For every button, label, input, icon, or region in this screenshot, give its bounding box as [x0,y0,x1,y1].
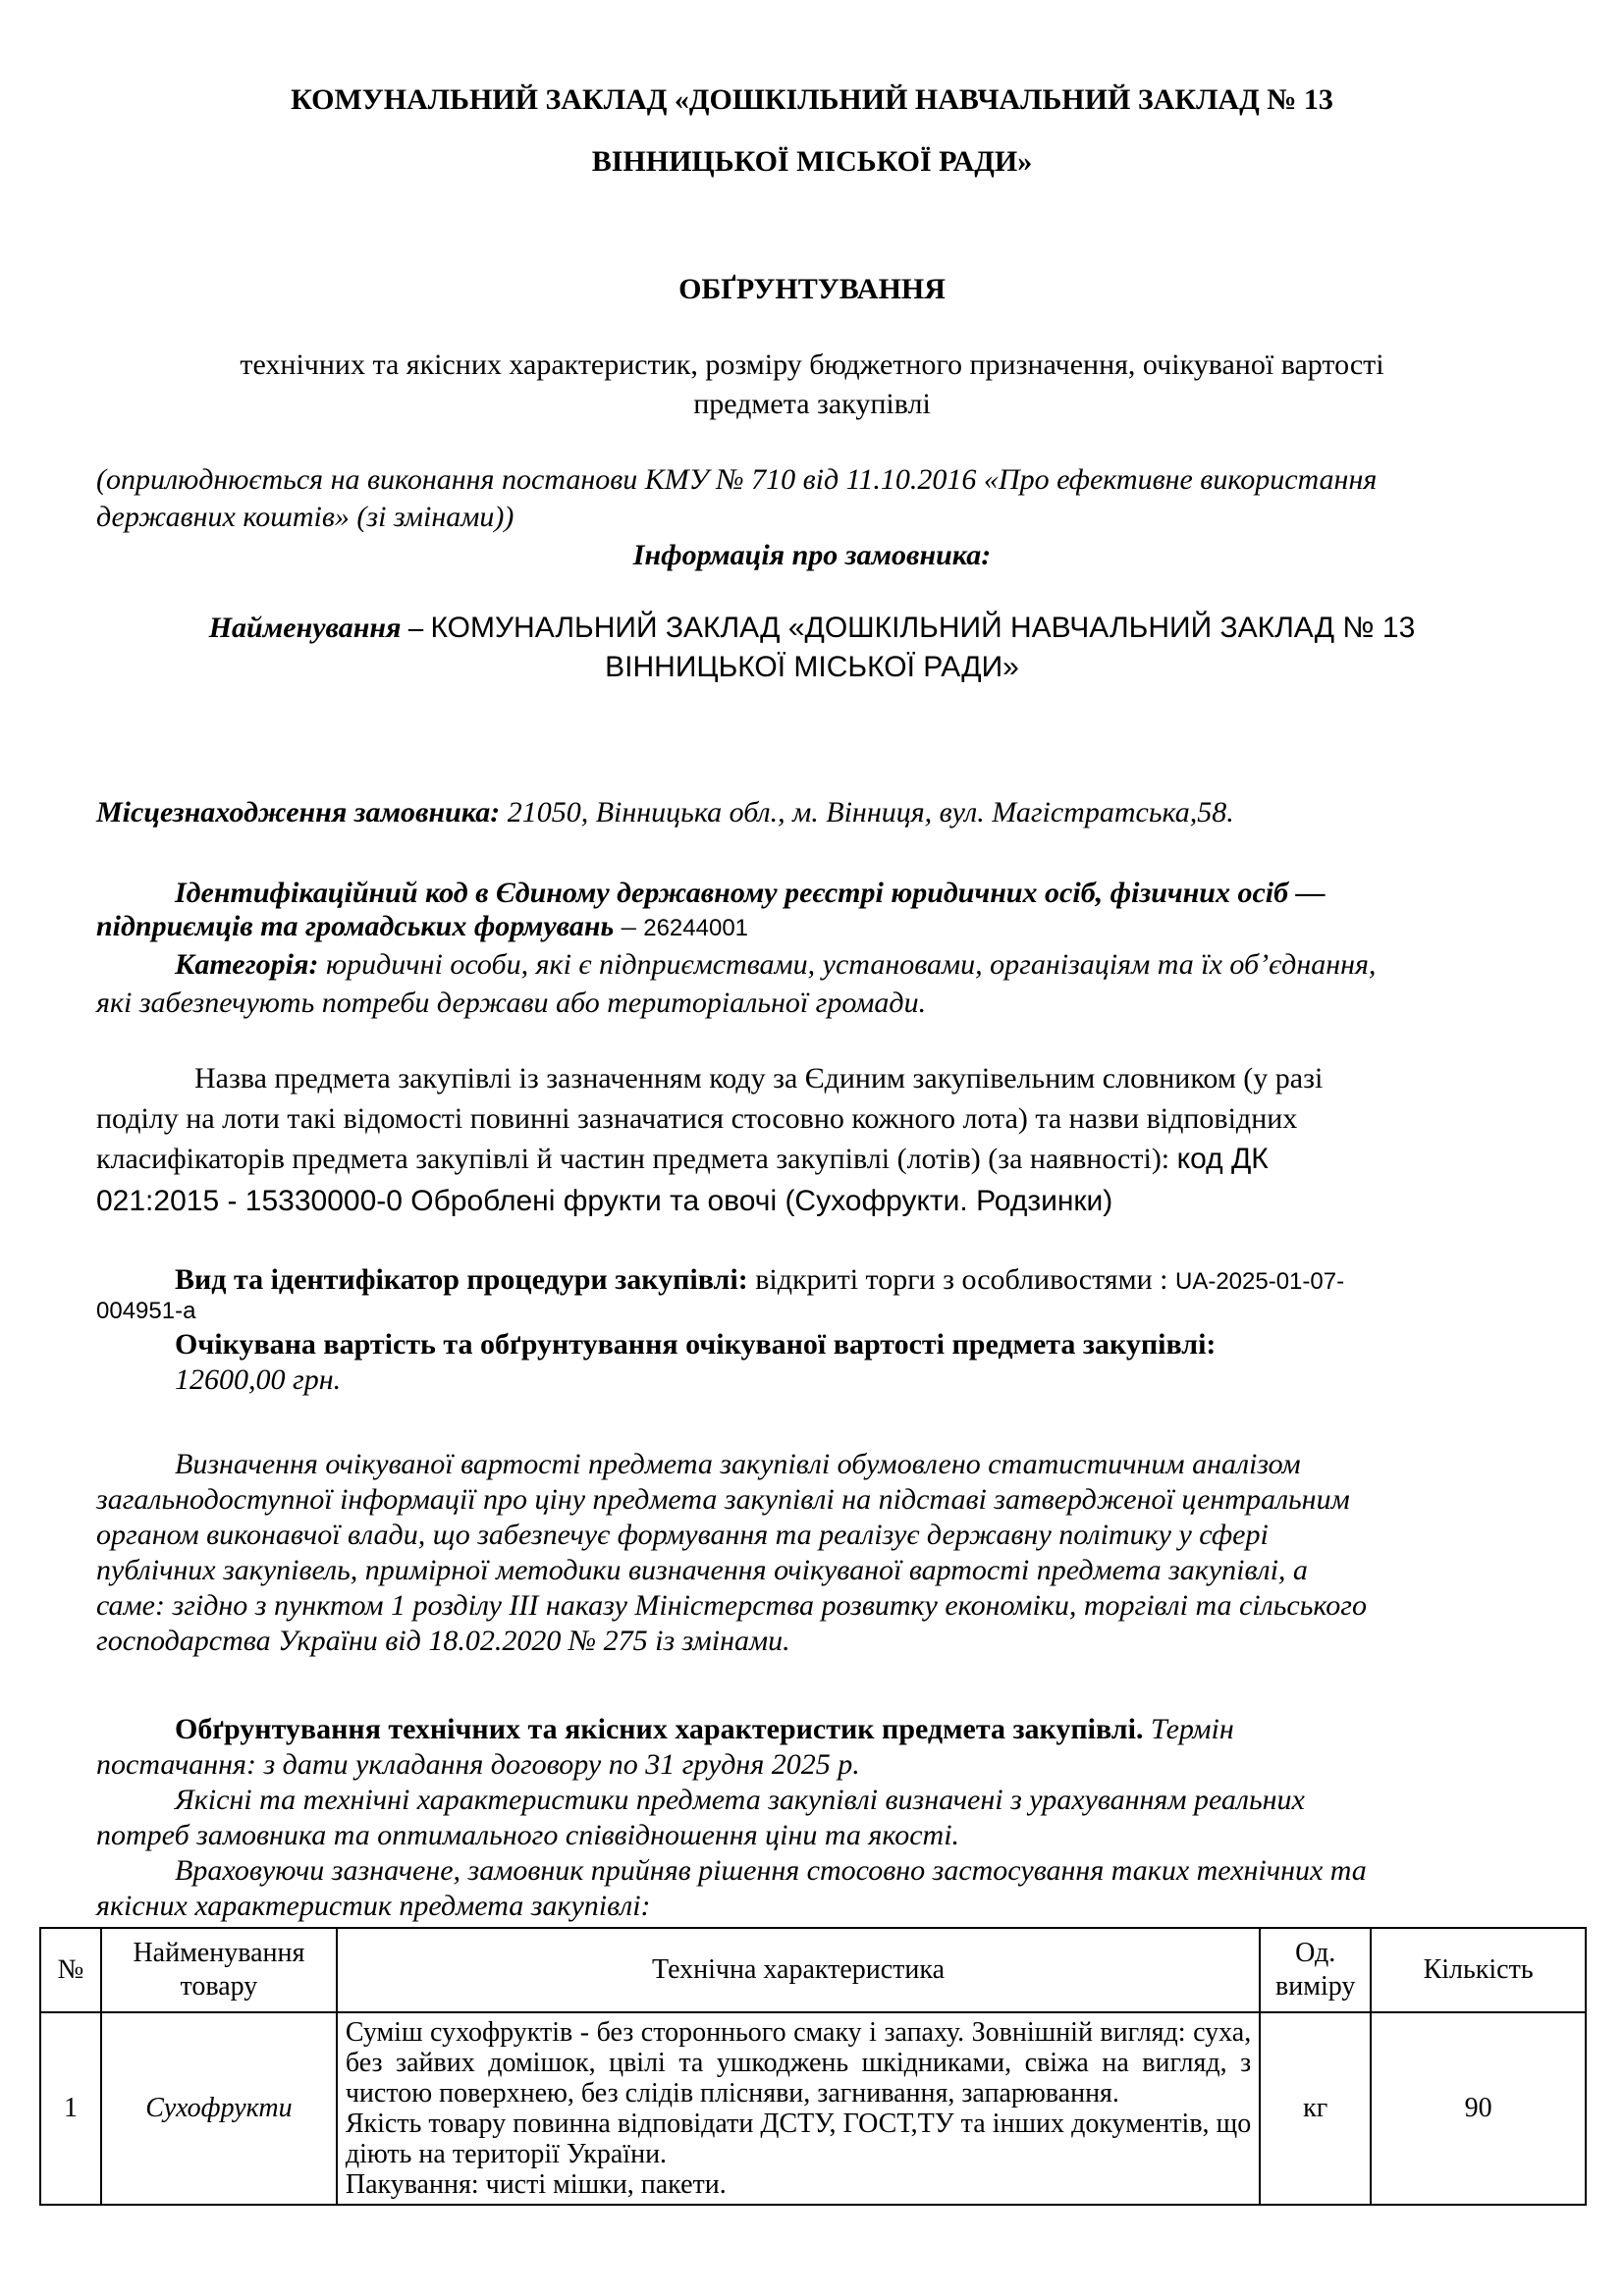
row-spec [337,2012,1260,2205]
document-title: ОБҐРУНТУВАННЯ [678,273,946,305]
customer-name-line2: ВІННИЦЬКОЇ МІСЬКОЇ РАДИ» [605,651,1019,683]
expected-value-amount: 12600,00 грн. [175,1363,342,1396]
header-num: № [40,1928,101,2012]
category-value-line2: які забезпечують потреби держави або територіальної громади. [96,987,927,1019]
note-line2: державних коштів» (зі змінами)) [96,501,514,533]
tech-term-line2: постачання: з дати укладання договору по 31 грудня 2025 р. [96,1748,860,1781]
row-num: 1 [40,2012,101,2205]
justification-line1: Визначення очікуваної вартості предмета закупівлі обумовлено статистичним аналізом [175,1448,1301,1480]
header-name-line2: товару [180,1971,258,2002]
justification-line6: господарства України від 18.02.2020 № 275 із змінами. [96,1625,790,1657]
tech-term-start: Термін [1143,1713,1234,1745]
location-label: Місцезнаходження замовника: [96,796,501,828]
row-spec-packaging: Пакування: чисті мішки, пакети. [345,2169,727,2200]
justification-line4: публічних закупівель, примірної методики визначення очікуваної вартості предмета закупівлі, а [96,1554,1308,1586]
id-code-value: 26244001 [643,915,749,941]
row-unit: кг [1260,2012,1371,2205]
tech-label: Обґрунтування технічних та якісних характеристик предмета закупівлі. [175,1713,1144,1745]
justification-line2: загальнодоступної інформації про ціну предмета закупівлі на підставі затвердженої центральним [96,1483,1350,1516]
id-code-dash: – [614,910,644,942]
id-code-label-line1: Ідентифікаційний код в Єдиному державному реєстрі юридичних осіб, фізичних осіб — [175,877,1326,909]
subject-code-line: 021:2015 - 15330000-0 Оброблені фрукти та овочі (Сухофрукти. Родзинки) [96,1185,1113,1217]
category-value-line1: юридичні особи, які є підприємствами, установами, організаціям та їх об’єднання, [318,948,1377,981]
justification-line3: органом виконавчої влади, що забезпечує формування та реалізує державну політику у сфері [96,1519,1269,1551]
header-name [101,1928,337,2012]
subject-line3 [96,1138,1269,1181]
category-label: Категорія: [175,948,319,981]
justification-line5: саме: згідно з пунктом 1 розділу ІІІ наказу Міністерства розвитку економіки, торгівлі та сільського [96,1589,1367,1622]
customer-heading: Інформація про замовника: [632,539,992,571]
header-qty: Кількість [1371,1928,1586,2012]
spec-table [39,1927,1587,2206]
note-line1: (оприлюднюється на виконання постанови КМУ № 710 від 11.10.2016 «Про ефективне використання [96,463,1378,496]
procedure-value: відкриті торги з особливостями : [747,1263,1175,1296]
procedure-id-part2: 004951-a [96,1298,196,1324]
header-unit-line2: виміру [1275,1971,1356,2002]
name-dash: – [401,612,431,644]
table-header-row [40,1928,1586,2012]
subtitle-line2: предмета закупівлі [693,388,931,420]
header-spec: Технічна характеристика [337,1928,1260,2012]
procedure-line1 [175,1258,1344,1304]
procedure-id-part1: UA-2025-01-07- [1174,1268,1345,1295]
header-unit-line1: Од. [1295,1938,1336,1968]
location-value: 21050, Вінницька обл., м. Вінниця, вул. Магістратська,58. [500,796,1234,828]
decision-line1: Враховуючи зазначене, замовник прийняв рішення стосовно застосування таких технічних та [175,1854,1367,1887]
name-label: Найменування [208,612,402,644]
row-spec-description: Суміш сухофруктів - без стороннього смаку і запаху. Зовнішній вигляд: суха, без зайвих домішок, цвілі та ушкоджень шкідниками, свіжа на вигляд, з чистою поверхнею, без слідів плісняви, загнивання, запарювання. [345,2017,1252,2109]
id-code-label-line2: підприємців та громадських формувань [96,910,615,942]
row-name: Сухофрукти [101,2012,337,2205]
quality-line1: Якісні та технічні характеристики предмета закупівлі визначені з урахуванням реальних [175,1784,1305,1816]
subject-code-label: код ДК [1176,1143,1269,1175]
expected-value-label: Очікувана вартість та обґрунтування очікуваної вартості предмета закупівлі: [175,1328,1217,1361]
header-name-line1: Найменування [133,1938,305,1968]
subject-line1: Назва предмета закупівлі із зазначенням коду за Єдиним закупівельним словником (у разі [194,1062,1324,1095]
row-spec-quality: Якість товару повинна відповідати ДСТУ, ГОСТ,ТУ та інших документів, що діють на території України. [345,2109,1252,2169]
category-line1 [175,943,1376,987]
table-row [40,2012,1586,2205]
header-unit [1260,1928,1371,2012]
subject-line3-text: класифікаторів предмета закупівлі й частин предмета закупівлі (лотів) (за наявності): [96,1143,1177,1175]
institution-name-line1: КОМУНАЛЬНИЙ ЗАКЛАД «ДОШКІЛЬНИЙ НАВЧАЛЬНИЙ ЗАКЛАД № 13 [291,83,1333,116]
subject-line2: поділу на лоти такі відомості повинні зазначатися стосовно кожного лота) та назви відповідних [96,1102,1298,1135]
subtitle-line1: технічних та якісних характеристик, розміру бюджетного призначення, очікуваної вартості [240,348,1384,381]
name-value-line1: КОМУНАЛЬНИЙ ЗАКЛАД «ДОШКІЛЬНИЙ НАВЧАЛЬНИЙ ЗАКЛАД № 13 [430,612,1416,644]
decision-line2: якісних характеристик предмета закупівлі: [96,1890,651,1922]
customer-name-line1 [0,607,1624,650]
procedure-label: Вид та ідентифікатор процедури закупівлі: [175,1263,748,1296]
quality-line2: потреб замовника та оптимального співвідношення ціни та якості. [96,1819,960,1851]
row-qty: 90 [1371,2012,1586,2205]
customer-location [96,791,1234,834]
institution-name-line2: ВІННИЦЬКОЇ МІСЬКОЇ РАДИ» [591,145,1033,178]
